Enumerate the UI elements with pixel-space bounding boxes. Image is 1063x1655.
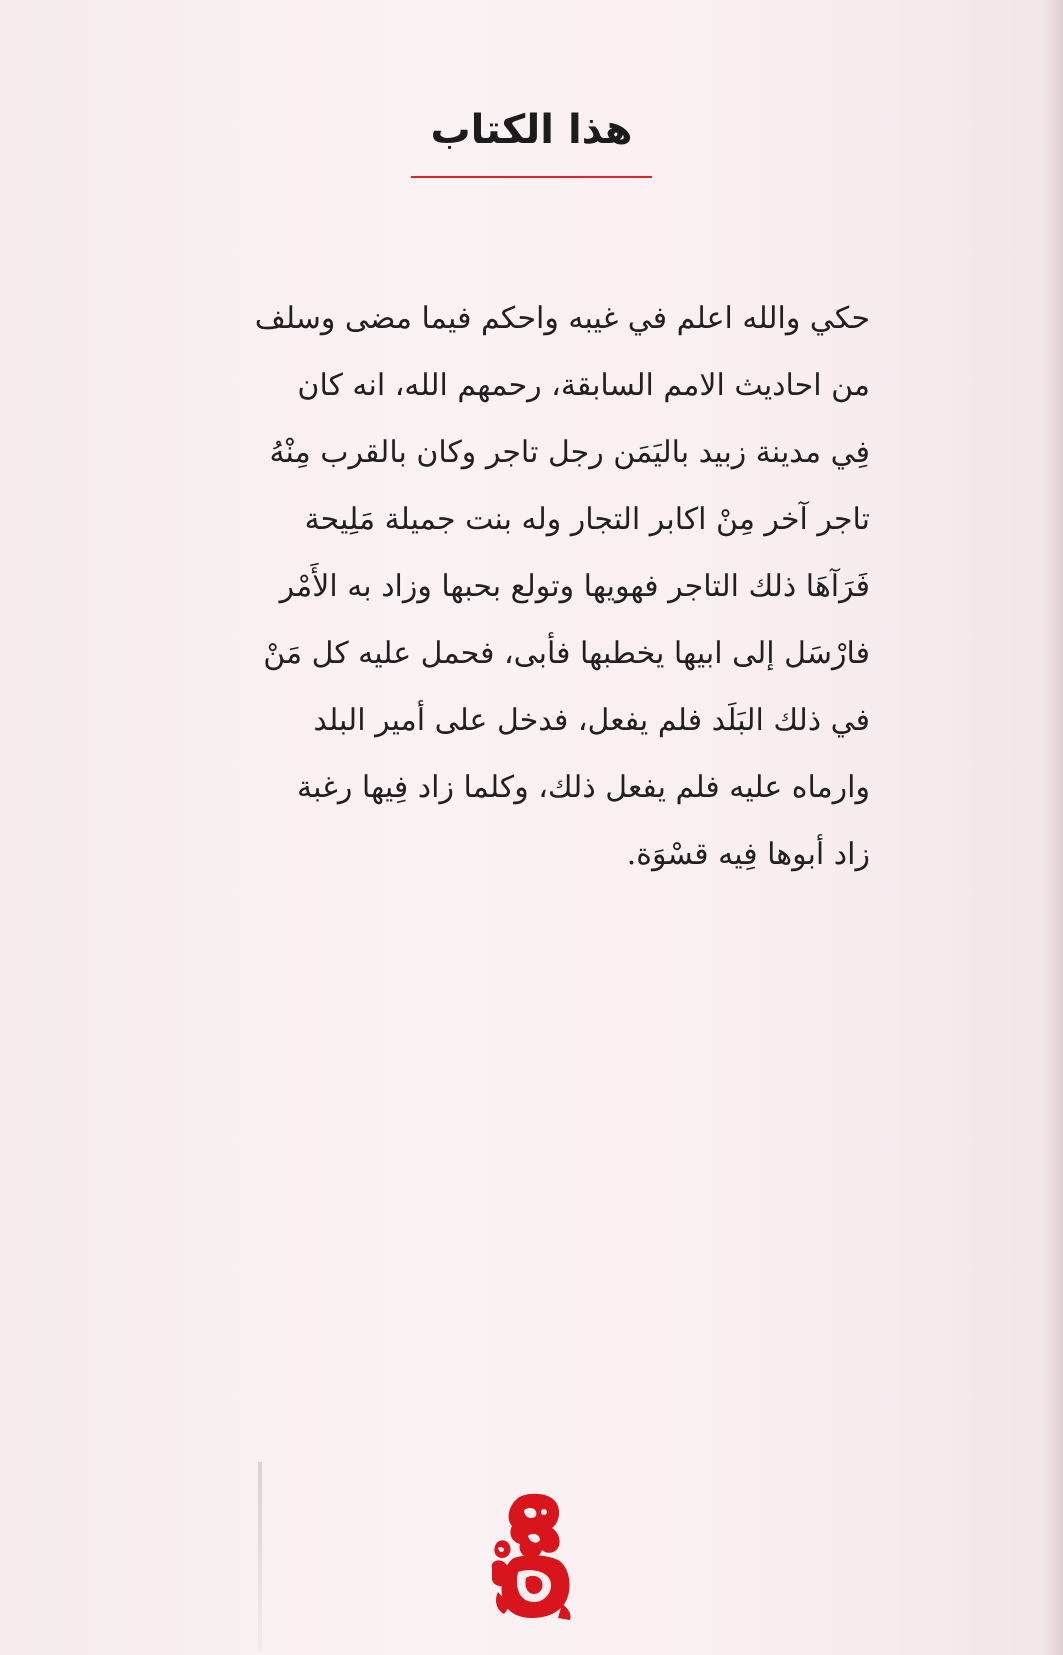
publisher-logo-icon [488, 1492, 574, 1622]
blurb-line: فارْسَل إلى ابيها يخطبها فأبى، فحمل عليه كل مَنْ [263, 636, 870, 671]
blurb-line: فَرَآهَا ذلك التاجر فهويها وتولع بحبها وزاد به الأَمْر [279, 569, 870, 604]
blurb-line: حكي والله اعلم في غيبه واحكم فيما مضى وسلف [254, 301, 870, 336]
blurb-line: في ذلك البَلَد فلم يفعل، فدخل على أمير البلد [313, 703, 870, 738]
page-edge-shadow [1041, 0, 1063, 1655]
paper-crease-mark [258, 1462, 262, 1652]
blurb-line: من احاديث الامم السابقة، رحمهم الله، انه كان [297, 368, 870, 403]
blurb-line: فِي مدينة زبيد باليَمَن رجل تاجر وكان بالقرب مِنْهُ [269, 435, 870, 470]
blurb-line: زاد أبوها فِيه قسْوَة. [626, 837, 870, 872]
title-underline [411, 176, 652, 178]
blurb-text [180, 285, 870, 888]
blurb-line: وارماه عليه فلم يفعل ذلك، وكلما زاد فِيها رغبة [297, 770, 870, 805]
blurb-line: تاجر آخر مِنْ اكابر التجار وله بنت جميلة مَلِيحة [304, 502, 870, 537]
page-title: هذا الكتاب [430, 107, 633, 153]
